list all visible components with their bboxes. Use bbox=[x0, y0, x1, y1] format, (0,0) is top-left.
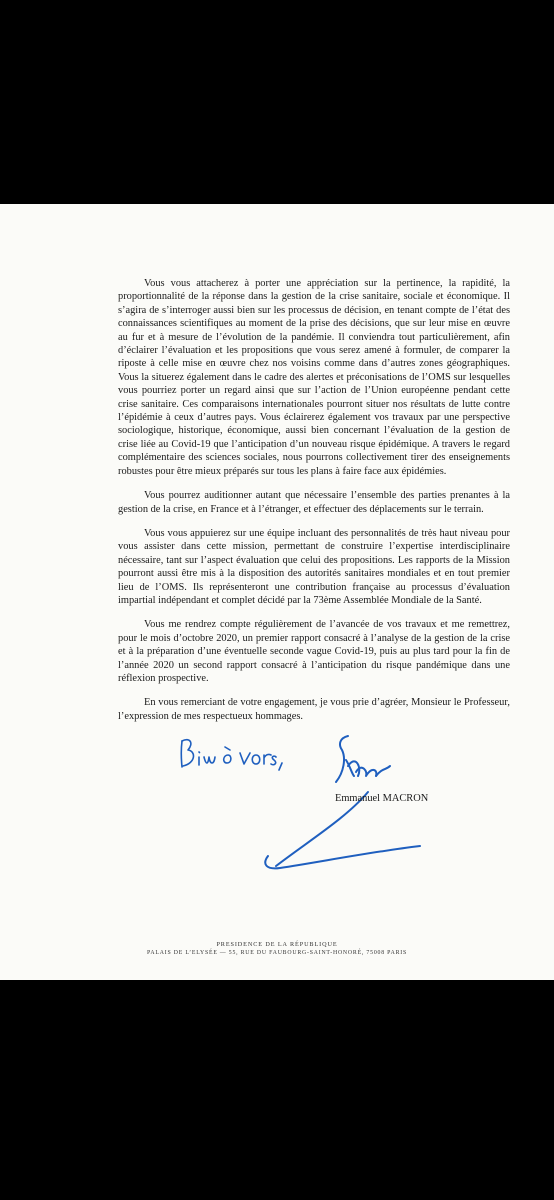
paragraph-reports: Vous me rendrez compte régulièrement de l’avancée de vos travaux et me remettrez, pour le mois d’octobre 2020, un premier rapport consacré à l’analyse de la gestion de la crise et à la préparation d’une éventuelle seconde vague Covid-19, puis au plus tard pour la fin de l’année 2020 un second rapport consacré à l’anticipation du risque pandémique dans une réflexion prospective. bbox=[118, 619, 510, 684]
letter-page bbox=[0, 204, 554, 980]
paragraph-auditions: Vous pourrez auditionner autant que nécessaire l’ensemble des parties prenantes à la gestion de la crise, en France et à l’étranger, et effectuer des déplacements sur le terrain. bbox=[118, 490, 510, 515]
letter-body bbox=[118, 277, 510, 734]
paragraph-closing: En vous remerciant de votre engagement, je vous prie d’agréer, Monsieur le Professeur, l’expression de mes respectueux hommages. bbox=[118, 697, 510, 722]
paragraph-team: Vous vous appuierez sur une équipe incluant des personnalités de très haut niveau pour vous assister dans cette mission, permettant de construire l’expertise interdisciplinaire nécessaire, tant sur l’aspect évaluation que celui des propositions. Les rapports de la Mission pourront aussi être mis à la disposition des autorités sanitaires mondiales et en tout premier lieu de l’OMS. Ils représenteront une contribution française au processus d’évaluation impartial indépendant et complet décidé par la 73ème Assemblée Mondiale de la Santé. bbox=[118, 527, 510, 606]
paragraph-evaluation: Vous vous attacherez à porter une appréciation sur la pertinence, la rapidité, la proportionnalité de la réponse dans la gestion de la crise sanitaire, sociale et économique. Il s’agira de s’interroger aussi bien sur les processus de décision, en tenant compte de l’état des connaissances scientifiques au moment de la prise des décisions, que sur leur mise en œuvre au fur et à mesure de l’évolution de la pandémie. Il conviendra tout particulièrement, afin d’éclairer l’évaluation et les propositions que vous serez amené à formuler, de comparer la riposte à celle mise en œuvre chez nos voisins comme dans d’autres zones géographiques. Vous la situerez également dans le cadre des alertes et préconisations de l’OMS sur lesquelles vous pourriez porter un regard ainsi que sur l’action de l’Union européenne pendant cette crise sanitaire. Ces comparaisons internationales pourront situer nos résultats de lutte contre l’épidémie à ceux d’autres pays. Vous éclairerez également vos travaux par une perspective sociologique, historique, économique, aussi bien concernant l’évaluation de la gestion de crise liée au Covid-19 que l’anticipation d’un nouveau risque épidémique. A travers le regard complémentaire des sciences sociales, nous pourrons collectivement tirer des enseignements robustes pour être mieux préparés sur tous les plans à faire face aux épidémies. bbox=[118, 278, 510, 477]
signer-name: Emmanuel MACRON bbox=[335, 793, 429, 804]
footer-address: PALAIS DE L’ELYSÉE — 55, RUE DU FAUBOURG-SAINT-HONORÉ, 75008 PARIS bbox=[146, 950, 408, 956]
signature bbox=[250, 732, 440, 882]
footer-presidency: PRESIDENCE DE LA RÉPUBLIQUE bbox=[216, 941, 338, 948]
